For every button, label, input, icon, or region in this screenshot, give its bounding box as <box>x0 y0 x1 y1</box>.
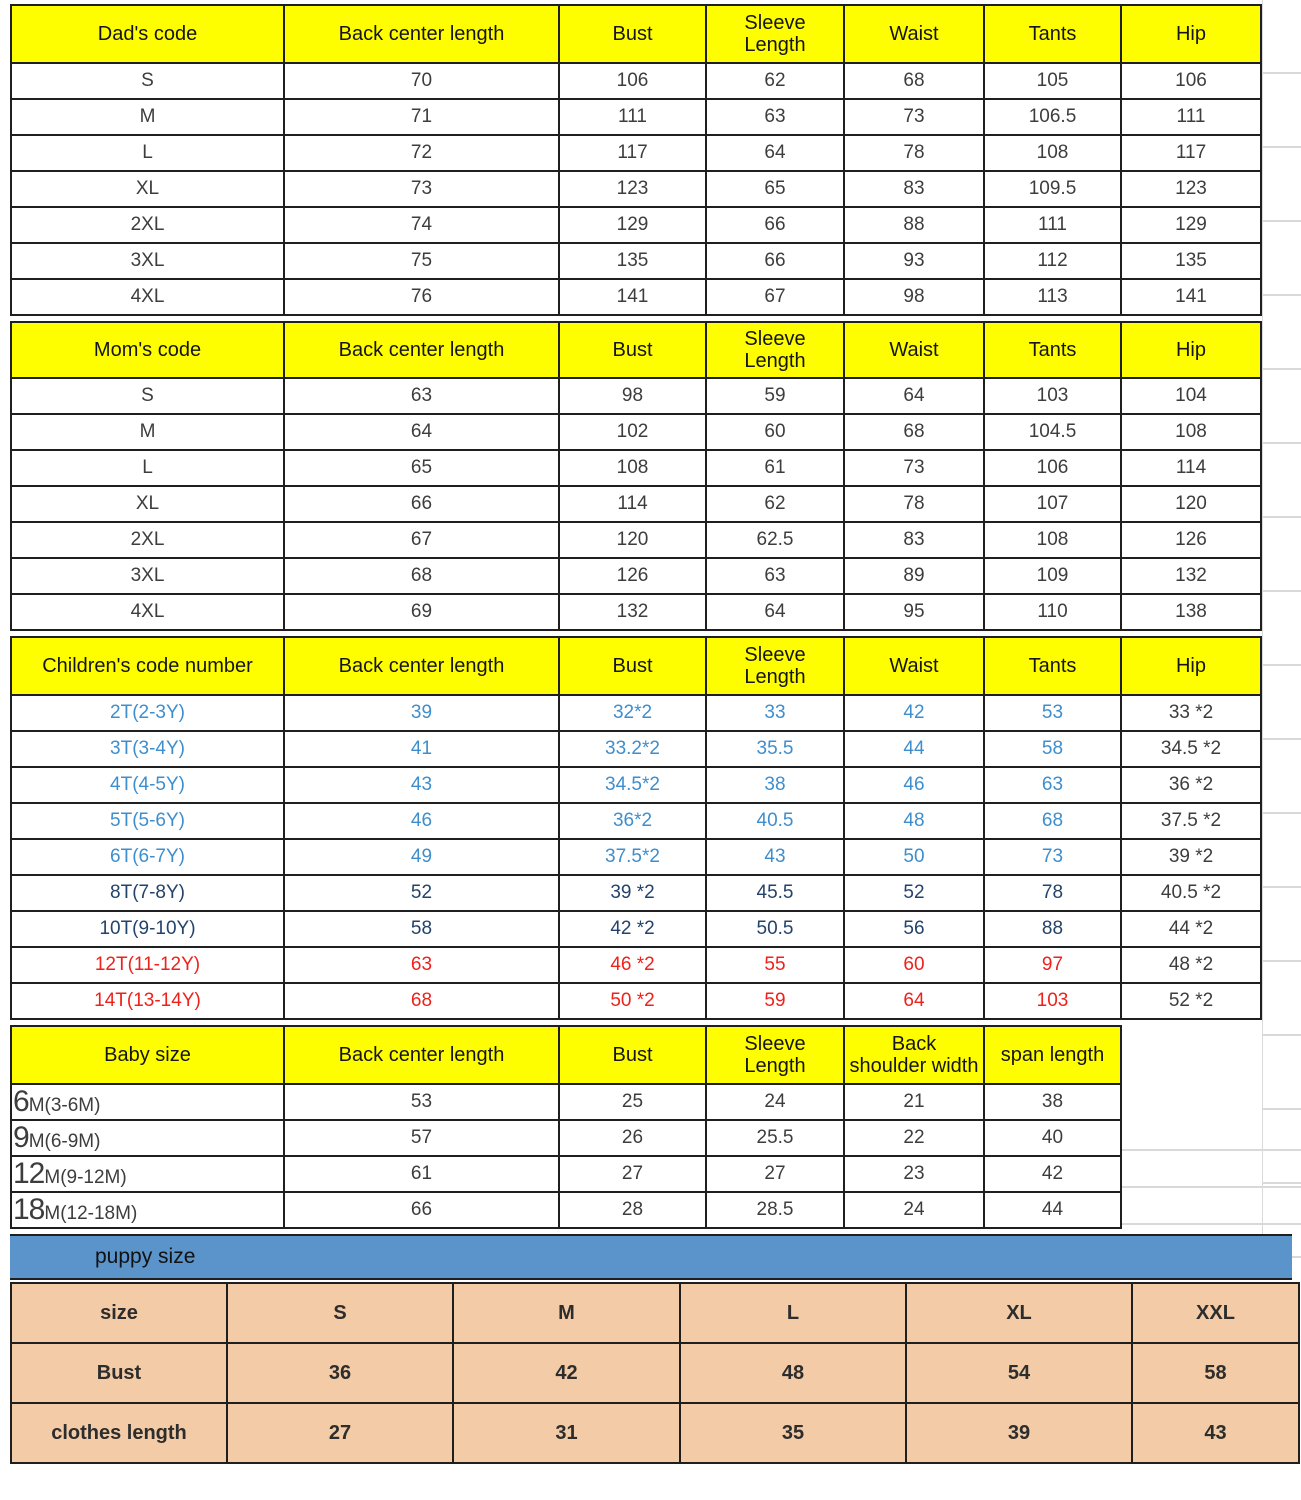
row-label-big-digit: 9 <box>13 1121 29 1154</box>
value-cell: 66 <box>284 1192 559 1228</box>
value-cell: 45.5 <box>706 875 844 911</box>
value-cell: 36*2 <box>559 803 706 839</box>
row-label-big-digit: 6 <box>13 1085 29 1118</box>
value-cell: 108 <box>984 135 1121 171</box>
value-cell: 43 <box>706 839 844 875</box>
value-cell: 27 <box>706 1156 844 1192</box>
column-header: Hip <box>1121 322 1261 378</box>
value-cell: 132 <box>559 594 706 630</box>
value-cell: 138 <box>1121 594 1261 630</box>
header-row <box>11 637 1261 695</box>
row-label: 4XL <box>11 279 284 315</box>
value-cell: 67 <box>706 279 844 315</box>
column-header: Sleeve Length <box>706 1026 844 1084</box>
value-cell: 36 *2 <box>1121 767 1261 803</box>
table-row <box>11 947 1261 983</box>
value-cell: 48 <box>844 803 984 839</box>
value-cell: 66 <box>706 207 844 243</box>
table-row <box>11 486 1261 522</box>
row-label: 12T(11-12Y) <box>11 947 284 983</box>
value-cell: 63 <box>284 378 559 414</box>
row-label-big-digit: 12 <box>13 1157 45 1190</box>
value-cell: 123 <box>1121 171 1261 207</box>
value-cell: 113 <box>984 279 1121 315</box>
value-cell: 83 <box>844 171 984 207</box>
column-header: Back shoulder width <box>844 1026 984 1084</box>
value-cell: 41 <box>284 731 559 767</box>
row-label: S <box>11 378 284 414</box>
row-label: 18M(12-18M) <box>11 1192 284 1228</box>
column-header: Hip <box>1121 5 1261 63</box>
value-cell: 24 <box>706 1084 844 1120</box>
value-cell: 24 <box>844 1192 984 1228</box>
value-cell: 63 <box>984 767 1121 803</box>
value-cell: 117 <box>1121 135 1261 171</box>
column-header: Bust <box>559 1026 706 1084</box>
column-header: Baby size <box>11 1026 284 1084</box>
value-cell: 70 <box>284 63 559 99</box>
value-cell: 38 <box>706 767 844 803</box>
value-cell: 73 <box>984 839 1121 875</box>
row-label: 2XL <box>11 522 284 558</box>
column-header: Sleeve Length <box>706 637 844 695</box>
value-cell: 37.5*2 <box>559 839 706 875</box>
value-cell: 32*2 <box>559 695 706 731</box>
value-cell: 39 <box>906 1403 1132 1463</box>
table-row <box>11 279 1261 315</box>
value-cell: 49 <box>284 839 559 875</box>
value-cell: 64 <box>706 135 844 171</box>
table-row <box>11 450 1261 486</box>
column-header: span length <box>984 1026 1121 1084</box>
value-cell: 108 <box>984 522 1121 558</box>
table-row <box>11 767 1261 803</box>
value-cell: S <box>227 1283 453 1343</box>
table-row <box>11 171 1261 207</box>
value-cell: 21 <box>844 1084 984 1120</box>
value-cell: 61 <box>284 1156 559 1192</box>
value-cell: 74 <box>284 207 559 243</box>
row-label: 9M(6-9M) <box>11 1120 284 1156</box>
table-row <box>11 207 1261 243</box>
value-cell: 64 <box>706 594 844 630</box>
table-row <box>11 414 1261 450</box>
row-label: XL <box>11 171 284 207</box>
value-cell: 25.5 <box>706 1120 844 1156</box>
value-cell: XL <box>906 1283 1132 1343</box>
column-header: Waist <box>844 322 984 378</box>
value-cell: 50.5 <box>706 911 844 947</box>
value-cell: 48 <box>680 1343 906 1403</box>
value-cell: 63 <box>706 99 844 135</box>
row-label-big-digit: 18 <box>13 1193 45 1226</box>
value-cell: 56 <box>844 911 984 947</box>
value-cell: 46 *2 <box>559 947 706 983</box>
value-cell: 39 <box>284 695 559 731</box>
value-cell: 66 <box>284 486 559 522</box>
value-cell: 50 <box>844 839 984 875</box>
table-row <box>11 135 1261 171</box>
value-cell: 40.5 <box>706 803 844 839</box>
value-cell: 109 <box>984 558 1121 594</box>
row-label: L <box>11 135 284 171</box>
value-cell: 129 <box>559 207 706 243</box>
value-cell: 44 *2 <box>1121 911 1261 947</box>
value-cell: 78 <box>984 875 1121 911</box>
value-cell: 58 <box>1132 1343 1299 1403</box>
value-cell: 40.5 *2 <box>1121 875 1261 911</box>
value-cell: 111 <box>559 99 706 135</box>
value-cell: 66 <box>706 243 844 279</box>
row-label: 14T(13-14Y) <box>11 983 284 1019</box>
value-cell: 42 <box>984 1156 1121 1192</box>
value-cell: 42 <box>844 695 984 731</box>
row-label: 3XL <box>11 243 284 279</box>
header-row <box>11 1026 1121 1084</box>
value-cell: XXL <box>1132 1283 1299 1343</box>
column-header: Waist <box>844 5 984 63</box>
column-header: Back center length <box>284 5 559 63</box>
value-cell: 97 <box>984 947 1121 983</box>
column-header: Bust <box>559 322 706 378</box>
column-header: Sleeve Length <box>706 5 844 63</box>
row-label: 3T(3-4Y) <box>11 731 284 767</box>
value-cell: 68 <box>284 983 559 1019</box>
value-cell: 78 <box>844 486 984 522</box>
value-cell: 64 <box>284 414 559 450</box>
value-cell: 46 <box>284 803 559 839</box>
value-cell: 126 <box>1121 522 1261 558</box>
row-label: 6T(6-7Y) <box>11 839 284 875</box>
value-cell: 135 <box>559 243 706 279</box>
value-cell: 120 <box>559 522 706 558</box>
value-cell: 58 <box>284 911 559 947</box>
value-cell: 53 <box>284 1084 559 1120</box>
table-row <box>11 63 1261 99</box>
value-cell: 38 <box>984 1084 1121 1120</box>
value-cell: 68 <box>844 414 984 450</box>
row-label: M <box>11 414 284 450</box>
value-cell: 36 <box>227 1343 453 1403</box>
value-cell: 104.5 <box>984 414 1121 450</box>
value-cell: 62.5 <box>706 522 844 558</box>
value-cell: 83 <box>844 522 984 558</box>
value-cell: 64 <box>844 983 984 1019</box>
row-label: Bust <box>11 1343 227 1403</box>
row-label: 12M(9-12M) <box>11 1156 284 1192</box>
value-cell: 25 <box>559 1084 706 1120</box>
puppy-size-table <box>10 1282 1300 1464</box>
value-cell: 103 <box>984 983 1121 1019</box>
value-cell: 71 <box>284 99 559 135</box>
value-cell: 52 <box>284 875 559 911</box>
value-cell: 117 <box>559 135 706 171</box>
value-cell: 26 <box>559 1120 706 1156</box>
header-row <box>11 5 1261 63</box>
value-cell: 61 <box>706 450 844 486</box>
value-cell: 33 <box>706 695 844 731</box>
value-cell: 67 <box>284 522 559 558</box>
value-cell: 78 <box>844 135 984 171</box>
value-cell: 105 <box>984 63 1121 99</box>
value-cell: L <box>680 1283 906 1343</box>
value-cell: 28.5 <box>706 1192 844 1228</box>
value-cell: 64 <box>844 378 984 414</box>
value-cell: 35 <box>680 1403 906 1463</box>
table-row <box>11 1343 1299 1403</box>
value-cell: 107 <box>984 486 1121 522</box>
value-cell: 98 <box>559 378 706 414</box>
value-cell: 65 <box>706 171 844 207</box>
column-header: Tants <box>984 5 1121 63</box>
value-cell: 106 <box>1121 63 1261 99</box>
value-cell: 108 <box>559 450 706 486</box>
value-cell: 63 <box>284 947 559 983</box>
row-label: 6M(3-6M) <box>11 1084 284 1120</box>
value-cell: 95 <box>844 594 984 630</box>
table-row <box>11 558 1261 594</box>
value-cell: 93 <box>844 243 984 279</box>
column-header: Back center length <box>284 1026 559 1084</box>
table-row <box>11 1192 1121 1228</box>
column-header: Bust <box>559 637 706 695</box>
value-cell: 104 <box>1121 378 1261 414</box>
value-cell: 68 <box>984 803 1121 839</box>
row-label: L <box>11 450 284 486</box>
value-cell: 52 <box>844 875 984 911</box>
row-label: XL <box>11 486 284 522</box>
value-cell: 89 <box>844 558 984 594</box>
value-cell: 42 <box>453 1343 680 1403</box>
value-cell: 37.5 *2 <box>1121 803 1261 839</box>
table-row <box>11 243 1261 279</box>
value-cell: 28 <box>559 1192 706 1228</box>
row-label: size <box>11 1283 227 1343</box>
value-cell: 120 <box>1121 486 1261 522</box>
header-row <box>11 322 1261 378</box>
value-cell: 129 <box>1121 207 1261 243</box>
value-cell: 98 <box>844 279 984 315</box>
row-label: S <box>11 63 284 99</box>
value-cell: 31 <box>453 1403 680 1463</box>
value-cell: 59 <box>706 983 844 1019</box>
value-cell: 48 *2 <box>1121 947 1261 983</box>
value-cell: 55 <box>706 947 844 983</box>
value-cell: 75 <box>284 243 559 279</box>
row-label: 2XL <box>11 207 284 243</box>
value-cell: 44 <box>844 731 984 767</box>
puppy-size-banner-label: puppy size <box>95 1245 196 1268</box>
value-cell: 22 <box>844 1120 984 1156</box>
value-cell: 44 <box>984 1192 1121 1228</box>
value-cell: 88 <box>984 911 1121 947</box>
value-cell: 35.5 <box>706 731 844 767</box>
value-cell: 33 *2 <box>1121 695 1261 731</box>
value-cell: 68 <box>284 558 559 594</box>
table-row <box>11 1084 1121 1120</box>
column-header: Dad's code <box>11 5 284 63</box>
dad-size-table <box>10 4 1262 316</box>
row-label: 2T(2-3Y) <box>11 695 284 731</box>
value-cell: 102 <box>559 414 706 450</box>
value-cell: 40 <box>984 1120 1121 1156</box>
value-cell: 69 <box>284 594 559 630</box>
value-cell: 62 <box>706 486 844 522</box>
value-cell: 65 <box>284 450 559 486</box>
table-row <box>11 1403 1299 1463</box>
value-cell: 27 <box>227 1403 453 1463</box>
table-row <box>11 522 1261 558</box>
value-cell: 46 <box>844 767 984 803</box>
value-cell: 39 *2 <box>1121 839 1261 875</box>
value-cell: 42 *2 <box>559 911 706 947</box>
row-label: 3XL <box>11 558 284 594</box>
column-header: Children's code number <box>11 637 284 695</box>
value-cell: 141 <box>559 279 706 315</box>
value-cell: 63 <box>706 558 844 594</box>
value-cell: 43 <box>284 767 559 803</box>
baby-size-table <box>10 1025 1122 1229</box>
table-row <box>11 983 1261 1019</box>
value-cell: 103 <box>984 378 1121 414</box>
table-row <box>11 1120 1121 1156</box>
value-cell: 110 <box>984 594 1121 630</box>
value-cell: 60 <box>706 414 844 450</box>
value-cell: 73 <box>844 450 984 486</box>
value-cell: 135 <box>1121 243 1261 279</box>
value-cell: 114 <box>1121 450 1261 486</box>
puppy-size-banner <box>10 1234 1292 1280</box>
value-cell: 111 <box>984 207 1121 243</box>
value-cell: 126 <box>559 558 706 594</box>
value-cell: 43 <box>1132 1403 1299 1463</box>
column-header: Mom's code <box>11 322 284 378</box>
column-header: Tants <box>984 322 1121 378</box>
value-cell: 27 <box>559 1156 706 1192</box>
value-cell: 54 <box>906 1343 1132 1403</box>
row-label: 4XL <box>11 594 284 630</box>
value-cell: 62 <box>706 63 844 99</box>
value-cell: 76 <box>284 279 559 315</box>
value-cell: 141 <box>1121 279 1261 315</box>
value-cell: 73 <box>284 171 559 207</box>
table-row <box>11 803 1261 839</box>
size-chart-sheet <box>10 4 1300 1469</box>
value-cell: 60 <box>844 947 984 983</box>
table-row <box>11 378 1261 414</box>
table-row <box>11 911 1261 947</box>
value-cell: 111 <box>1121 99 1261 135</box>
row-label: M <box>11 99 284 135</box>
table-row <box>11 1283 1299 1343</box>
value-cell: 52 *2 <box>1121 983 1261 1019</box>
value-cell: 73 <box>844 99 984 135</box>
value-cell: 106 <box>984 450 1121 486</box>
value-cell: 33.2*2 <box>559 731 706 767</box>
value-cell: 106.5 <box>984 99 1121 135</box>
value-cell: 112 <box>984 243 1121 279</box>
value-cell: 58 <box>984 731 1121 767</box>
value-cell: 68 <box>844 63 984 99</box>
row-label: 4T(4-5Y) <box>11 767 284 803</box>
value-cell: 132 <box>1121 558 1261 594</box>
column-header: Tants <box>984 637 1121 695</box>
column-header: Back center length <box>284 322 559 378</box>
row-label: 10T(9-10Y) <box>11 911 284 947</box>
row-label: 8T(7-8Y) <box>11 875 284 911</box>
value-cell: 23 <box>844 1156 984 1192</box>
value-cell: 114 <box>559 486 706 522</box>
table-row <box>11 99 1261 135</box>
value-cell: 59 <box>706 378 844 414</box>
value-cell: M <box>453 1283 680 1343</box>
value-cell: 34.5*2 <box>559 767 706 803</box>
table-row <box>11 695 1261 731</box>
row-label: 5T(5-6Y) <box>11 803 284 839</box>
row-label: clothes length <box>11 1403 227 1463</box>
table-row <box>11 875 1261 911</box>
table-row <box>11 1156 1121 1192</box>
column-header: Waist <box>844 637 984 695</box>
value-cell: 88 <box>844 207 984 243</box>
column-header: Sleeve Length <box>706 322 844 378</box>
column-header: Bust <box>559 5 706 63</box>
value-cell: 39 *2 <box>559 875 706 911</box>
column-header: Back center length <box>284 637 559 695</box>
children-size-table <box>10 636 1262 1020</box>
mom-size-table <box>10 321 1262 631</box>
value-cell: 123 <box>559 171 706 207</box>
column-header: Hip <box>1121 637 1261 695</box>
value-cell: 109.5 <box>984 171 1121 207</box>
value-cell: 72 <box>284 135 559 171</box>
value-cell: 57 <box>284 1120 559 1156</box>
value-cell: 34.5 *2 <box>1121 731 1261 767</box>
table-row <box>11 594 1261 630</box>
value-cell: 50 *2 <box>559 983 706 1019</box>
value-cell: 106 <box>559 63 706 99</box>
table-row <box>11 839 1261 875</box>
table-row <box>11 731 1261 767</box>
value-cell: 53 <box>984 695 1121 731</box>
value-cell: 108 <box>1121 414 1261 450</box>
